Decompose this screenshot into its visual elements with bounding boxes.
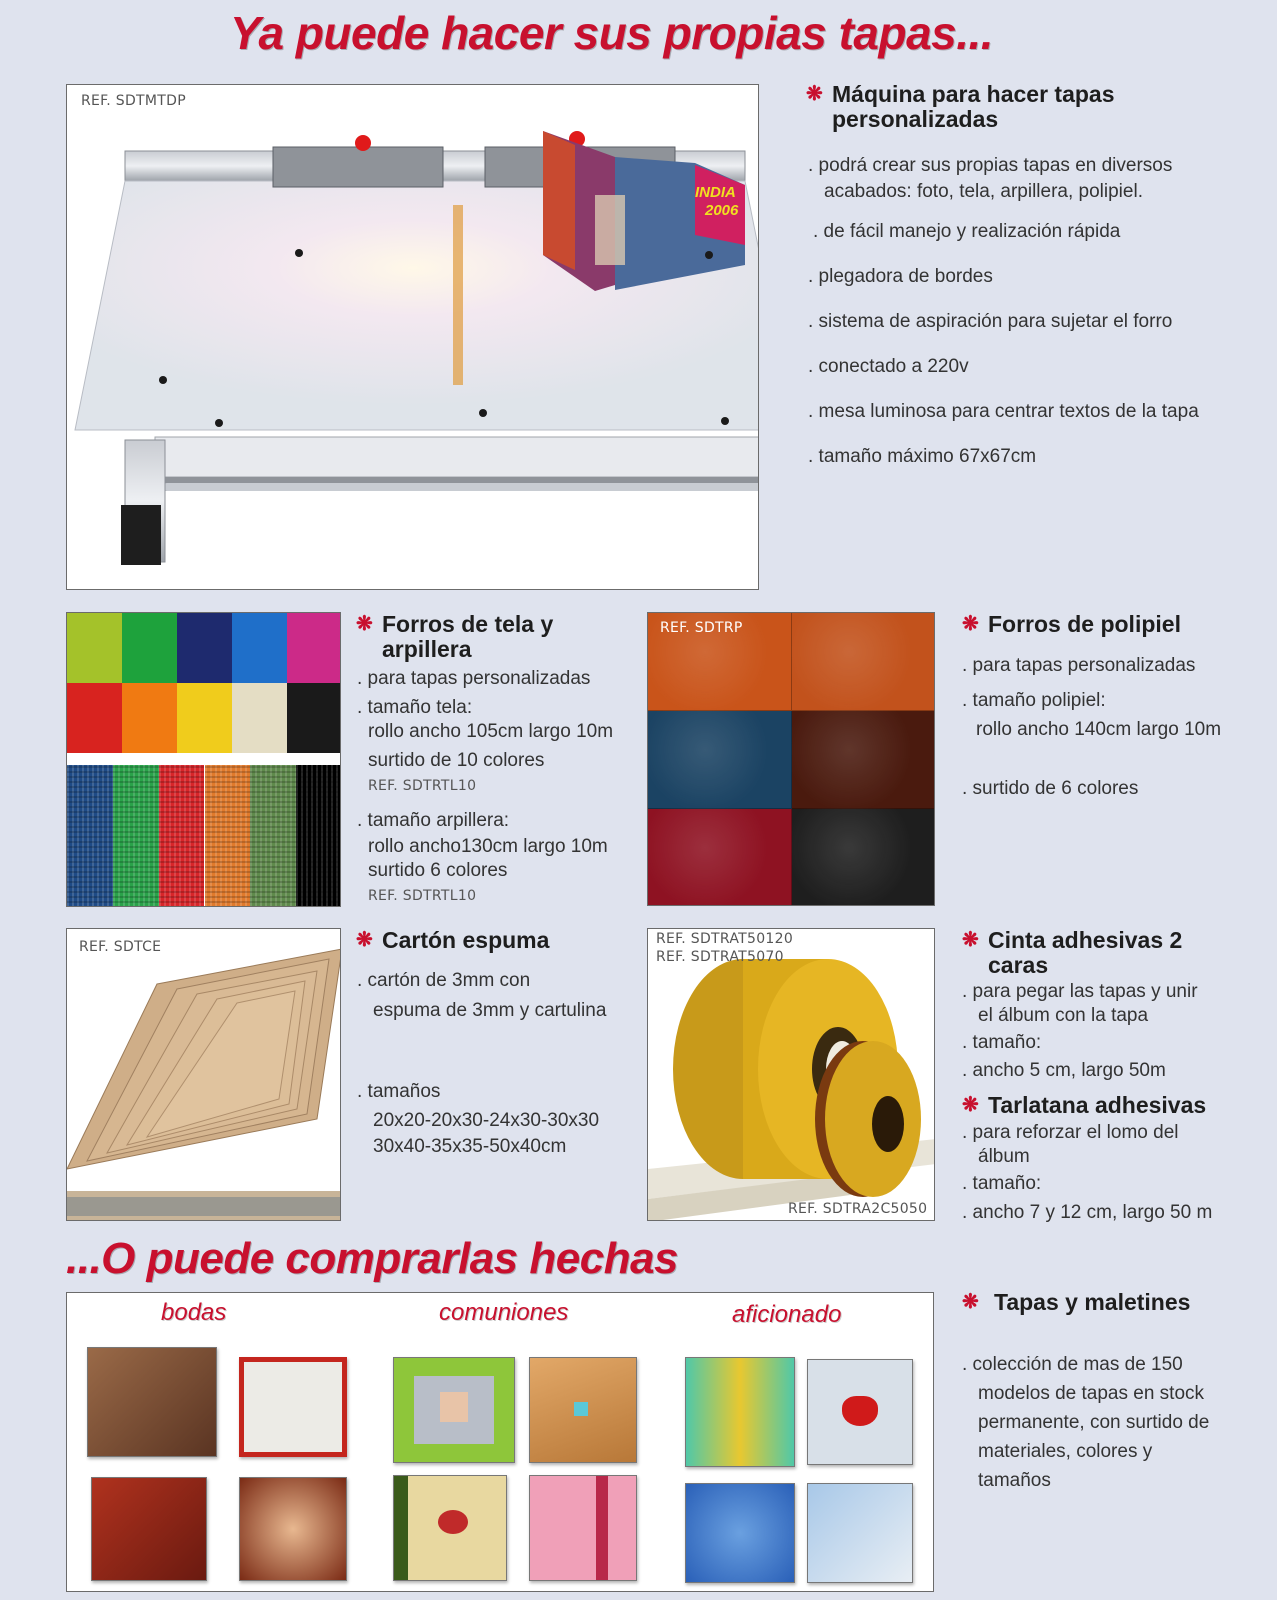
tela-color-swatch bbox=[122, 683, 177, 753]
polipiel-color-swatch bbox=[792, 711, 935, 809]
tapas-title bbox=[962, 1290, 1262, 1315]
polipiel-title-text: Forros de polipiel bbox=[988, 611, 1181, 637]
cinta-line-4: . ancho 5 cm, largo 50m bbox=[962, 1060, 1166, 1081]
tela-line-4: surtido de 10 colores bbox=[368, 750, 545, 771]
tela-color-swatch bbox=[177, 613, 232, 683]
machine-bullet-1b: acabados: foto, tela, arpillera, polipiel. bbox=[824, 181, 1143, 202]
cover-sheep bbox=[807, 1483, 913, 1583]
cover-angels bbox=[239, 1477, 347, 1581]
arpillera-color-swatch bbox=[67, 765, 113, 907]
tela-color-swatch bbox=[287, 613, 341, 683]
arpillera-color-swatch bbox=[205, 765, 251, 907]
carton-illustration bbox=[67, 929, 341, 1221]
arpillera-color-swatch bbox=[296, 765, 341, 907]
tela-line-7: surtido 6 colores bbox=[368, 860, 508, 881]
category-aficionado: aficionado bbox=[732, 1301, 842, 1328]
cinta-ref-3: REF. SDTRA2C5050 bbox=[788, 1201, 928, 1217]
cover-pink bbox=[529, 1475, 637, 1581]
cinta-ref-2: REF. SDTRAT5070 bbox=[656, 949, 784, 965]
cover-flower bbox=[393, 1475, 507, 1581]
tela-color-swatch bbox=[122, 613, 177, 683]
tela-line-3: rollo ancho 105cm largo 10m bbox=[368, 721, 614, 742]
tela-color-swatch bbox=[232, 613, 287, 683]
flower-bullet-icon: ❋ bbox=[962, 1094, 979, 1116]
tela-color-swatch bbox=[232, 683, 287, 753]
machine-ref: REF. SDTMTDP bbox=[81, 93, 186, 109]
tarlatana-info bbox=[962, 1093, 1262, 1118]
cinta-title-line1: Cinta adhesivas 2 bbox=[988, 927, 1183, 953]
machine-title-line2: personalizadas bbox=[832, 106, 999, 132]
cover-wood bbox=[529, 1357, 637, 1463]
tarlatana-title bbox=[962, 1093, 1262, 1118]
polipiel-ref: REF. SDTRP bbox=[660, 620, 743, 636]
carton-line-1: . cartón de 3mm con bbox=[357, 970, 531, 991]
polipiel-color-swatch bbox=[648, 711, 792, 809]
polipiel-line-2: . tamaño polipiel: bbox=[962, 690, 1106, 711]
tela-ref-1: REF. SDTRTL10 bbox=[368, 778, 477, 794]
flower-bullet-icon: ❋ bbox=[962, 929, 979, 951]
cinta-line-3: . tamaño: bbox=[962, 1032, 1042, 1053]
book-label-india: INDIA bbox=[695, 184, 736, 201]
tarlatana-title-text: Tarlatana adhesivas bbox=[988, 1092, 1207, 1118]
tela-title-line2: arpillera bbox=[382, 636, 472, 662]
tela-ref-2: REF. SDTRTL10 bbox=[368, 888, 477, 904]
machine-photo-panel bbox=[66, 84, 759, 590]
carton-photo-panel bbox=[66, 928, 341, 1221]
category-bodas: bodas bbox=[161, 1299, 227, 1326]
polipiel-line-4: . surtido de 6 colores bbox=[962, 778, 1139, 799]
arpillera-color-swatch bbox=[250, 765, 296, 907]
tarlatana-line-1: . para reforzar el lomo del bbox=[962, 1122, 1179, 1143]
tarlatana-line-4: . ancho 7 y 12 cm, largo 50 m bbox=[962, 1202, 1213, 1223]
flower-bullet-icon: ❋ bbox=[806, 83, 823, 105]
polipiel-color-swatch bbox=[792, 613, 935, 711]
category-comuniones: comuniones bbox=[439, 1299, 569, 1326]
tela-info bbox=[356, 612, 626, 662]
flower-bullet-icon: ❋ bbox=[356, 929, 373, 951]
cinta-line-2: el álbum con la tapa bbox=[978, 1005, 1149, 1026]
carton-title-text: Cartón espuma bbox=[382, 927, 550, 953]
cover-briefcase bbox=[87, 1347, 217, 1457]
tapas-line-3: permanente, con surtido de bbox=[978, 1412, 1210, 1433]
arpillera-color-swatch bbox=[159, 765, 205, 907]
machine-illustration bbox=[66, 85, 759, 590]
polipiel-swatch-panel bbox=[647, 612, 935, 906]
tapas-line-2: modelos de tapas en stock bbox=[978, 1383, 1205, 1404]
page-title: Ya puede hacer sus propias tapas... bbox=[230, 7, 994, 59]
polipiel-color-swatch bbox=[648, 809, 792, 906]
cinta-line-1: . para pegar las tapas y unir bbox=[962, 981, 1198, 1002]
tela-color-swatch bbox=[67, 683, 122, 753]
tela-swatch-panel bbox=[66, 612, 341, 907]
section-title-hechas: ...O puede comprarlas hechas bbox=[66, 1234, 679, 1283]
tela-line-2: . tamaño tela: bbox=[357, 697, 473, 718]
cinta-info bbox=[962, 928, 1262, 978]
tarlatana-line-2: álbum bbox=[978, 1146, 1030, 1167]
polipiel-info bbox=[962, 612, 1252, 637]
tape-rolls-illustration bbox=[648, 929, 935, 1221]
tela-color-swatch bbox=[177, 683, 232, 753]
tapas-line-5: tamaños bbox=[978, 1470, 1051, 1491]
tapas-line-1: . colección de mas de 150 bbox=[962, 1354, 1183, 1375]
flower-bullet-icon: ❋ bbox=[962, 613, 979, 635]
arpillera-color-swatch bbox=[113, 765, 159, 907]
tela-color-swatch bbox=[287, 683, 341, 753]
polipiel-color-swatch bbox=[792, 809, 935, 906]
machine-bullet-7: . tamaño máximo 67x67cm bbox=[808, 446, 1037, 467]
tela-title-line1: Forros de tela y bbox=[382, 611, 554, 637]
carton-line-3: . tamaños bbox=[357, 1081, 441, 1102]
cover-elephant bbox=[685, 1483, 795, 1583]
tela-line-6: rollo ancho130cm largo 10m bbox=[368, 836, 608, 857]
polipiel-title bbox=[962, 612, 1252, 637]
cover-giraffe bbox=[685, 1357, 795, 1467]
cinta-title bbox=[962, 928, 1262, 978]
machine-bullet-2: . de fácil manejo y realización rápida bbox=[813, 221, 1121, 242]
tarlatana-line-3: . tamaño: bbox=[962, 1173, 1042, 1194]
cinta-photo-panel bbox=[647, 928, 935, 1221]
carton-title bbox=[356, 928, 636, 953]
machine-bullet-6: . mesa luminosa para centrar textos de la tapa bbox=[808, 401, 1199, 422]
machine-info bbox=[806, 82, 1246, 132]
machine-title-line1: Máquina para hacer tapas bbox=[832, 81, 1115, 107]
cover-heart bbox=[807, 1359, 913, 1465]
carton-line-5: 30x40-35x35-50x40cm bbox=[373, 1136, 567, 1157]
machine-bullet-5: . conectado a 220v bbox=[808, 356, 969, 377]
cinta-ref-1: REF. SDTRAT50120 bbox=[656, 931, 794, 947]
polipiel-line-1: . para tapas personalizadas bbox=[962, 655, 1196, 676]
machine-title bbox=[806, 82, 1246, 132]
knob-left-icon bbox=[355, 135, 371, 151]
tapas-line-4: materiales, colores y bbox=[978, 1441, 1153, 1462]
cover-green-photo bbox=[393, 1357, 515, 1463]
carton-ref: REF. SDTCE bbox=[79, 939, 162, 955]
cover-red-leather bbox=[91, 1477, 207, 1581]
tapas-info bbox=[962, 1290, 1262, 1315]
machine-bullet-1: . podrá crear sus propias tapas en diversos bbox=[808, 155, 1173, 176]
tela-line-5: . tamaño arpillera: bbox=[357, 810, 510, 831]
flower-bullet-icon: ❋ bbox=[962, 1291, 979, 1313]
book-label-year: 2006 bbox=[705, 202, 739, 219]
carton-line-4: 20x20-20x30-24x30-30x30 bbox=[373, 1110, 600, 1131]
carton-info bbox=[356, 928, 636, 953]
cover-white-red bbox=[239, 1357, 347, 1457]
machine-bullet-3: . plegadora de bordes bbox=[808, 266, 993, 287]
polipiel-line-3: rollo ancho 140cm largo 10m bbox=[976, 719, 1222, 740]
tela-title bbox=[356, 612, 626, 662]
flower-bullet-icon: ❋ bbox=[356, 613, 373, 635]
tela-line-1: . para tapas personalizadas bbox=[357, 668, 591, 689]
machine-bullet-4: . sistema de aspiración para sujetar el forro bbox=[808, 311, 1173, 332]
tela-color-swatch bbox=[67, 613, 122, 683]
covers-photo-panel bbox=[66, 1292, 934, 1592]
carton-line-2: espuma de 3mm y cartulina bbox=[373, 1000, 607, 1021]
tapas-title-text: Tapas y maletines bbox=[994, 1289, 1191, 1315]
cinta-title-line2: caras bbox=[988, 952, 1049, 978]
